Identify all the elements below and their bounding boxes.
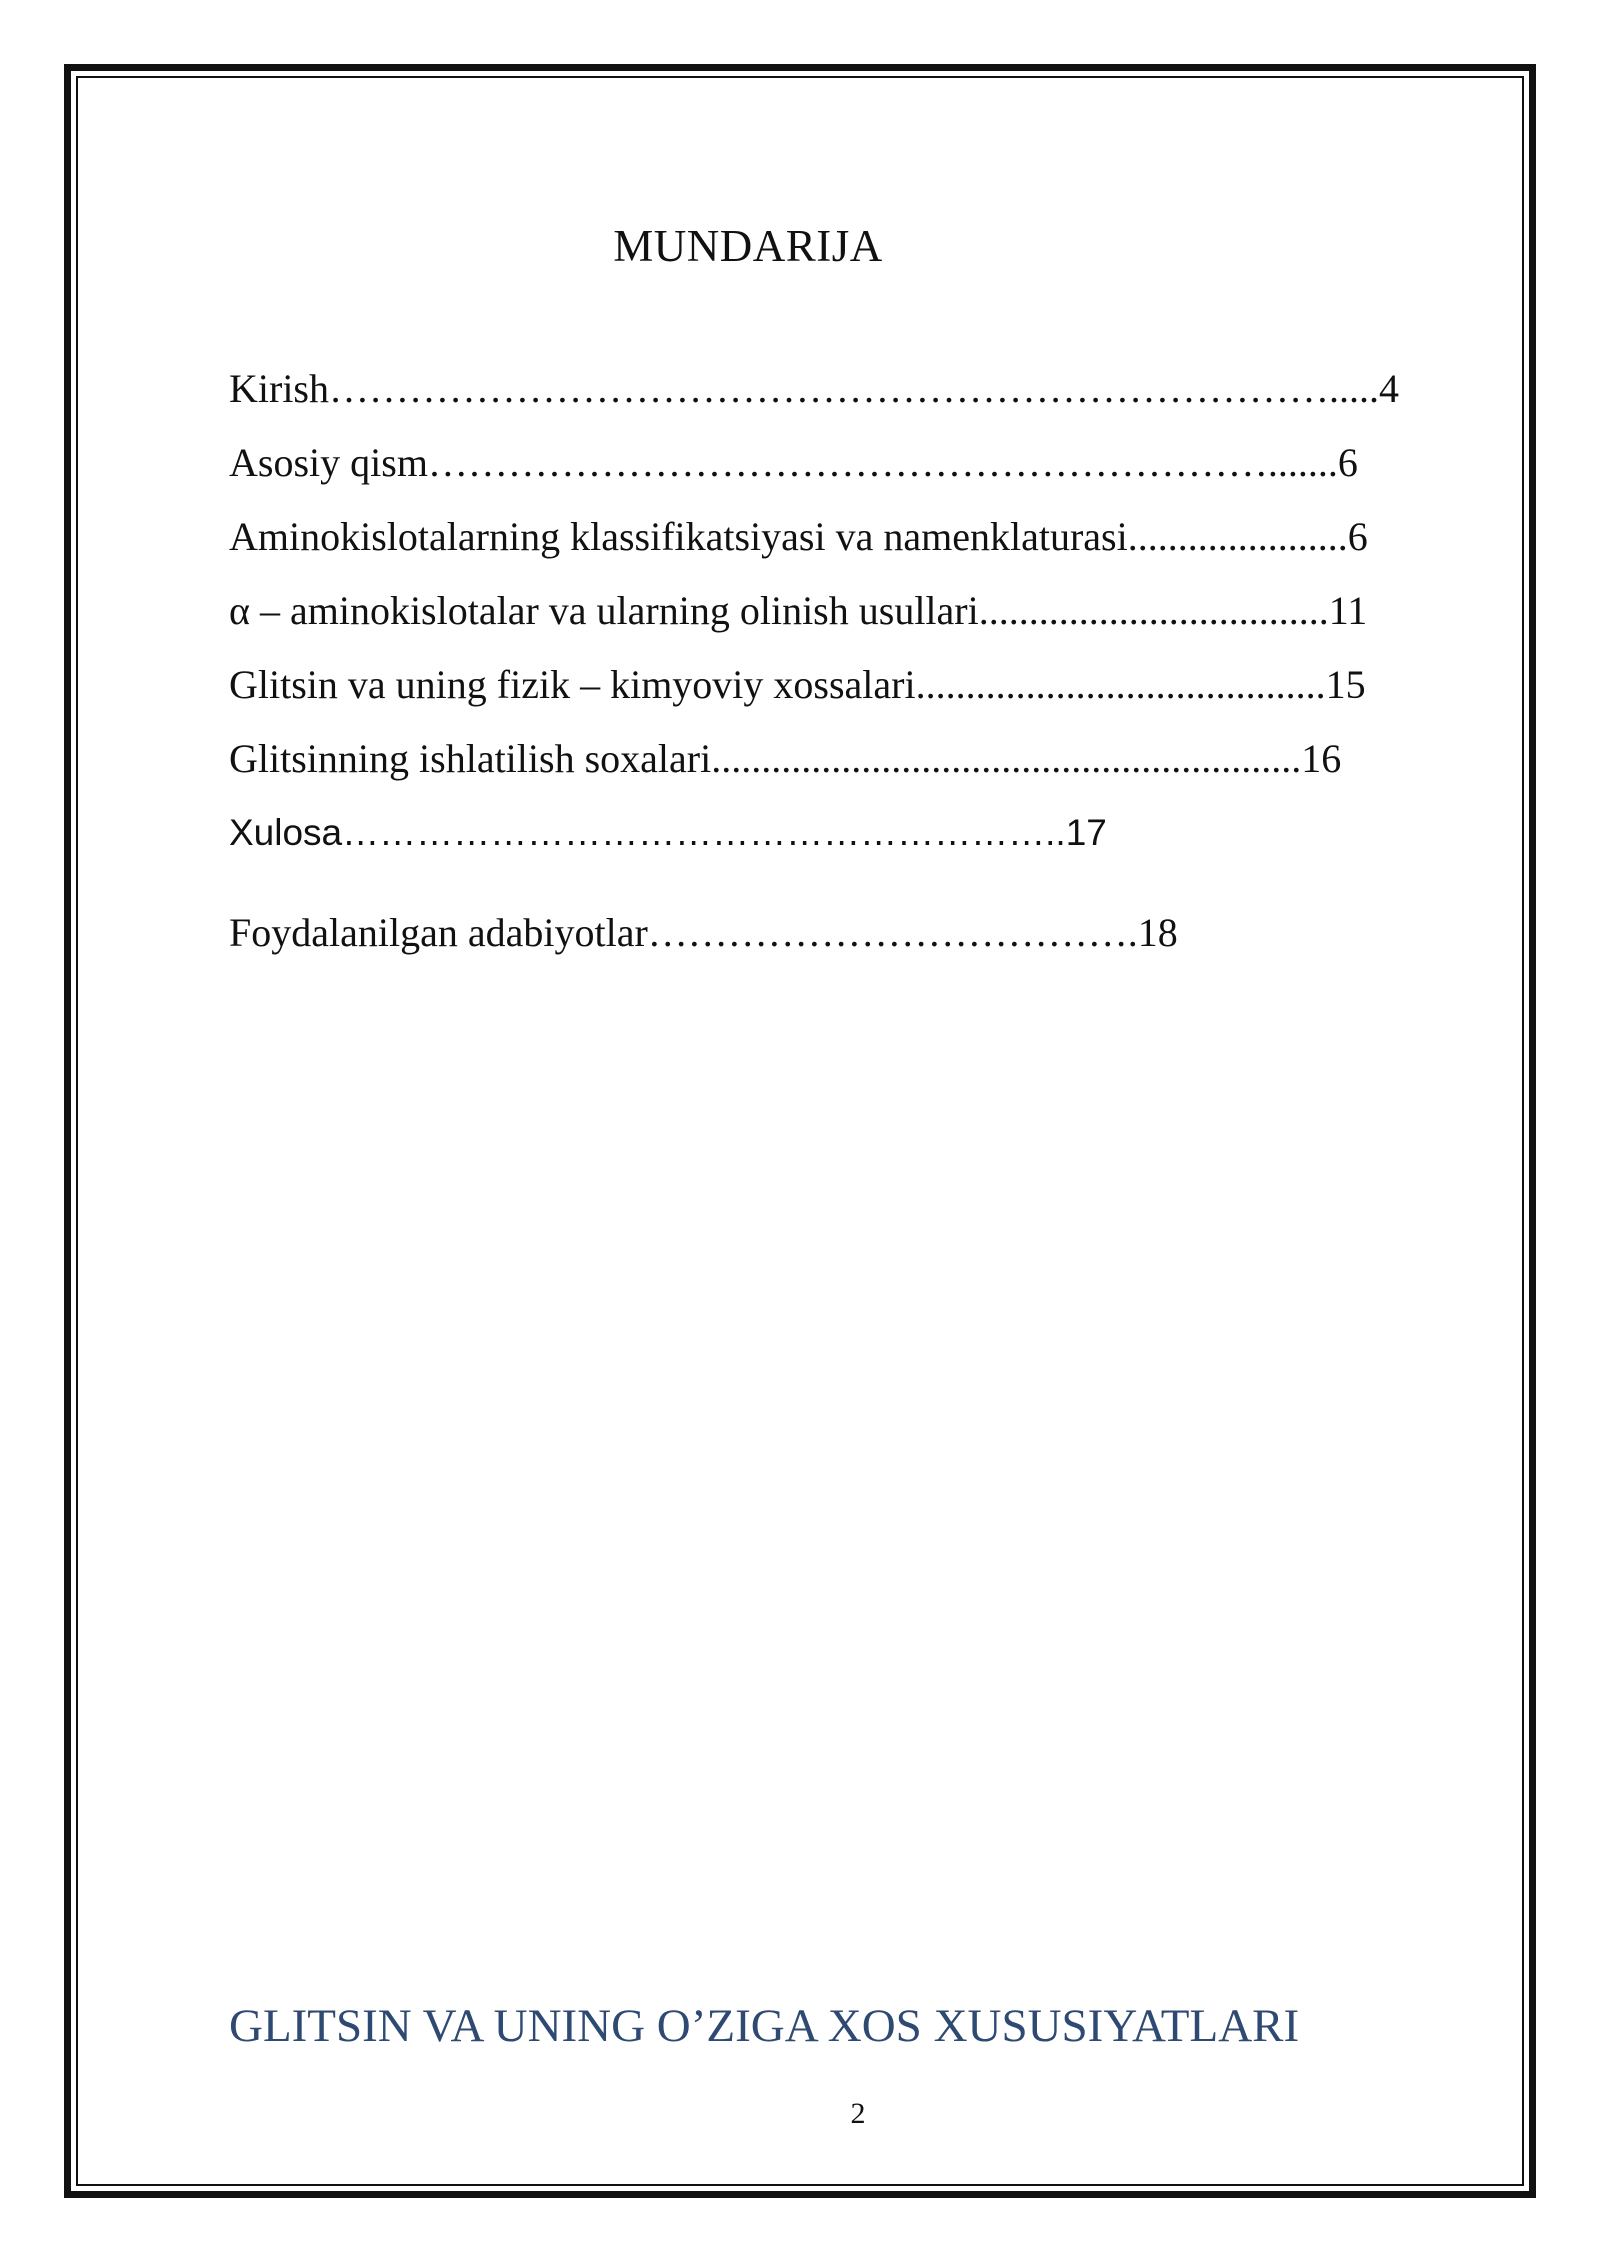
page-title: MUNDARIJA: [613, 221, 883, 271]
table-of-contents: [229, 362, 1489, 980]
toc-entry-adabiyotlar: Foydalanilgan adabiyotlar……………………………….18: [229, 910, 1178, 955]
toc-entry-ishlatilish: Glitsinning ishlatilish soxalari...........................................................16: [229, 736, 1342, 781]
toc-entry-asosiy-qism: Asosiy qism……………………………………………………….......6: [229, 440, 1358, 485]
footer-title: GLITSIN VA UNING O’ZIGA XOS XUSUSIYATLARI: [229, 2000, 1300, 2052]
toc-entry-alfa-aminokislotalar: α – aminokislotalar va ularning olinish usullari...................................11: [229, 588, 1368, 633]
toc-entry-glitsin-xossalari: Glitsin va uning fizik – kimyoviy xossalari.........................................15: [229, 662, 1366, 707]
page-number: 2: [850, 2097, 866, 2130]
toc-entry-klassifikatsiya: Aminokislotalarning klassifikatsiyasi va namenklaturasi......................6: [229, 514, 1368, 559]
toc-entry-xulosa: Xulosa…………………………………………………..17: [229, 812, 1107, 853]
toc-entry-kirish: Kirish………………………………………………………………….....4: [229, 366, 1399, 411]
